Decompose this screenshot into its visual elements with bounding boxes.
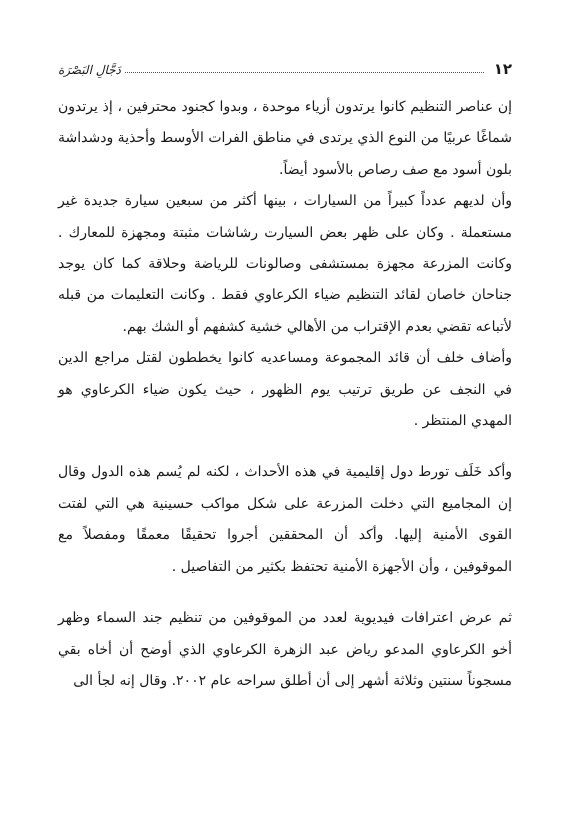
running-title: دَجَّالِ البَصْرَة: [58, 63, 121, 77]
page-header: [58, 56, 512, 78]
page-number: ١٢: [493, 60, 512, 78]
paragraph-1: إن عناصر التنظيم كانوا يرتدون أزياء موحدة ، وبدوا كجنود محترفين ، إذ يرتدون شماغًا عربيًا من النوع الذي يرتدى في مناطق الفرات الأوسط وأحذية ودشداشة بلون أسود مع صف رصاص بالأسود أيضاً.: [58, 99, 512, 178]
paragraph-3: وأضاف خلف أن قائد المجموعة ومساعديه كانوا يخططون لقتل مراجع الدين في النجف عن طريق ترتيب يوم الظهور ، حيث يكون ضياء الكرعاوي هو المهدي المنتظر .: [58, 350, 512, 430]
body-text: [58, 92, 512, 697]
paragraph-2: وأن لديهم عدداً كبيراً من السيارات ، بينها أكثر من سبعين سيارة جديدة غير مستعملة . وكان على ظهر بعض السيارت رشاشات مثبتة ومجهزة للمعارك . وكانت المزرعة مجهزة بمستشفى وصالونات للرياضة وحلاقة كما كان يوجد جناحان خاصان لقائد التنظيم ضياء الكرعاوي فقط . وكانت التعليمات من قبله لأتباعه تقضي بعدم الإقتراب من الأهالي خشية كشفهم أو الشك بهم.: [58, 193, 512, 335]
header-divider: [125, 71, 484, 73]
paragraph-5: ثم عرض اعترافات فيديوية لعدد من الموقوفين من تنظيم جند السماء وظهر أخو الكرعاوي المدعو رياض عبد الزهرة الكرعاوي الذي أوضح أن أخاه بقي مسجوناً سنتين وثلاثة أشهر إلى أن أطلق سراحه عام ٢٠٠٢. وقال إنه لجأ الى: [58, 610, 512, 689]
paragraph-4: وأكد خَلَف تورط دول إقليمية في هذه الأحداث ، لكنه لم يُسم هذه الدول وقال إن المجاميع التي دخلت المزرعة على شكل مواكب حسينية هي التي لفتت القوى الأمنية إليها. وأكد أن المحققين أجروا تحقيقًا معمقًا ومفصلاً مع الموقوفين ، وأن الأجهزة الأمنية تحتفظ بكثير من التفاصيل .: [58, 464, 512, 575]
